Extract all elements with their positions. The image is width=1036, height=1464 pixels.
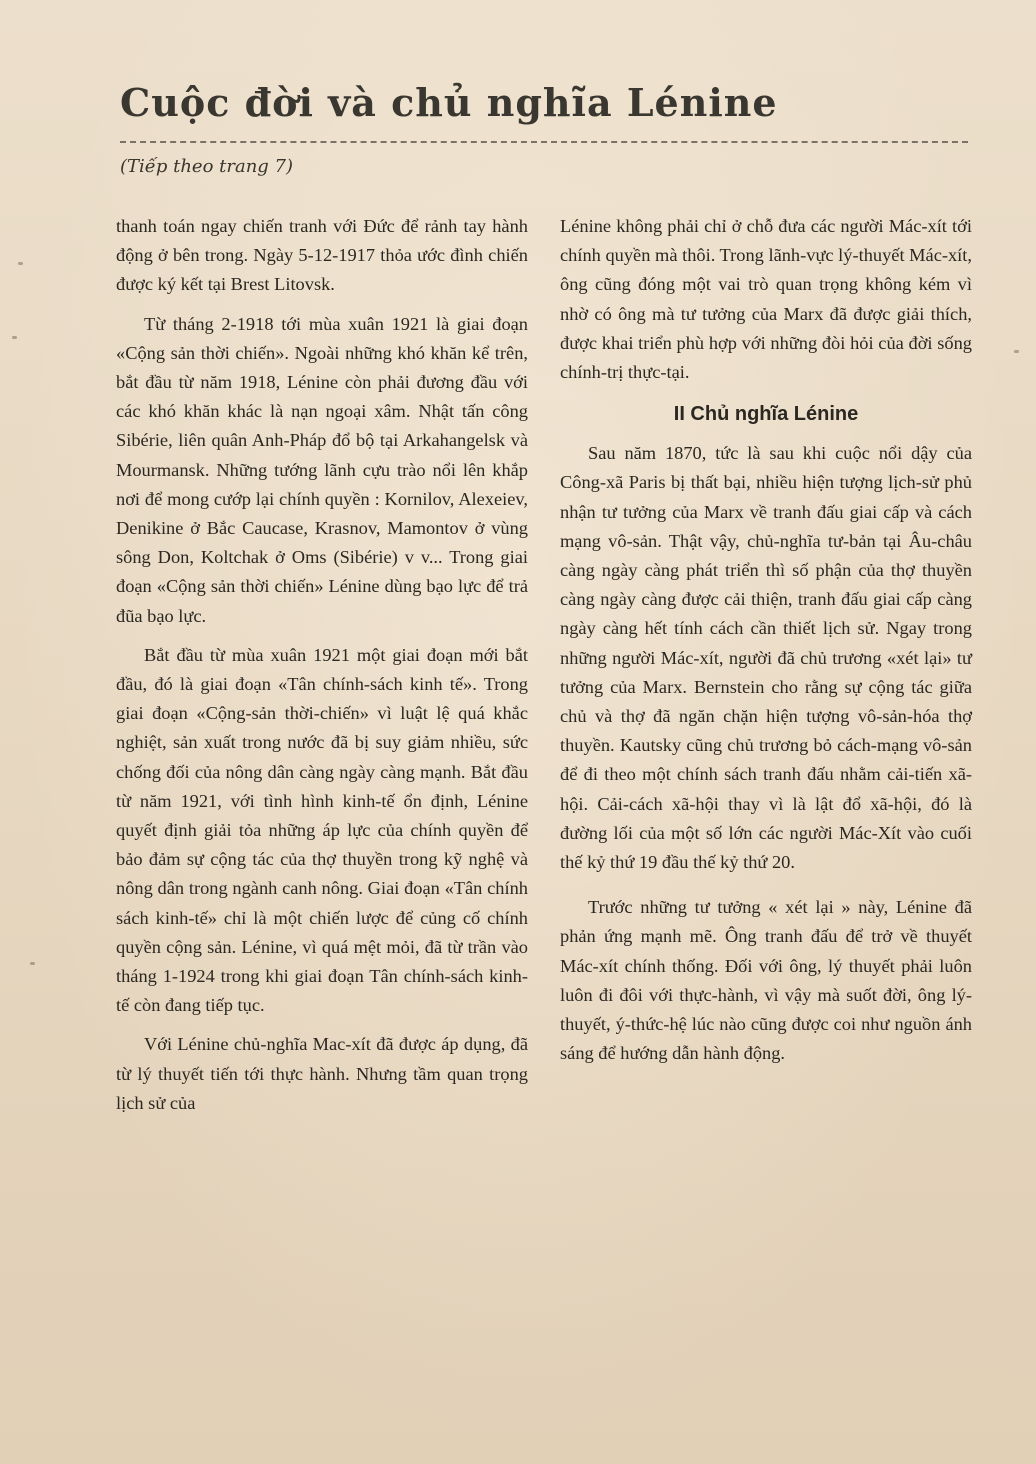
left-paragraph-4: Với Lénine chủ-nghĩa Mac-xít đã được áp dụng, đã từ lý thuyết tiến tới thực hành. Nhưng tầm quan trọng lịch sử của: [116, 1034, 528, 1113]
title-divider: [120, 141, 968, 143]
right-column: [560, 212, 972, 1068]
section-heading: II Chủ nghĩa Lénine: [673, 403, 859, 426]
paper-speck: [1014, 350, 1019, 353]
paper-speck: [30, 962, 35, 965]
left-column: [116, 212, 528, 1118]
left-paragraph-3: Bắt đầu từ mùa xuân 1921 một giai đoạn mới bắt đầu, đó là giai đoạn «Tân chính-sách kinh tế». Trong giai đoạn «Cộng-sản thời-chiến» vì luật lệ quá khắc nghiệt, sản xuất trong nước đã bị suy giảm nhiều, sức chống đối của nông dân càng ngày càng mạnh. Bắt đầu từ năm 1921, với tình hình kinh-tế ổn định, Lénine quyết định giải tỏa những áp lực của chính quyền để bảo đảm sự cộng tác của thợ thuyền trong kỹ nghệ và nông dân trong ngành canh nông. Giai đoạn «Tân chính sách kinh-tế» chỉ là một chiến lược để củng cố chính quyền cộng sản. Lénine, vì quá mệt mỏi, đã từ trần vào tháng 1-1924 trong khi giai đoạn Tân chính-sách kinh-tế còn đang tiếp tục.: [116, 644, 528, 1016]
paper-speck: [12, 336, 17, 339]
paper-speck: [18, 262, 23, 265]
article-title: Cuộc đời và chủ nghĩa Lénine: [120, 80, 778, 125]
left-paragraph-2: Từ tháng 2-1918 tới mùa xuân 1921 là giai đoạn «Cộng sản thời chiến». Ngoài những khó khăn kể trên, bắt đầu từ năm 1918, Lénine còn phải đương đầu với các khó khăn khác là nạn ngoại xâm. Nhật tấn công Sibérie, liên quân Anh-Pháp đổ bộ tại Arkahangelsk và Mourmansk. Những tướng lãnh cựu trào nổi lên khắp nơi để mong cướp lại chính quyền : Kornilov, Alexeiev, Denikine ở Bắc Caucase, Krasnov, Mamontov ở vùng sông Don, Koltchak ở Oms (Sibérie) v v... Trong giai đoạn «Cộng sản thời chiến» Lénine dùng bạo lực để trả đũa bạo lực.: [116, 313, 528, 626]
left-paragraph-1: thanh toán ngay chiến tranh với Đức để rảnh tay hành động ở bên trong. Ngày 5-12-1917 thỏa ước đình chiến được ký kết tại Brest Litovsk.: [116, 216, 528, 295]
right-paragraph-3: Trước những tư tưởng « xét lại » này, Lénine đã phản ứng mạnh mẽ. Ông tranh đấu để trở về thuyết Mác-xít chính thống. Đối với ông, lý thuyết phải luôn luôn đi đôi với thực-hành, vì vậy mà suốt đời, ông lý-thuyết, ý-thức-hệ lúc nào cũng được coi như nguồn ánh sáng để hướng dẫn hành động.: [560, 897, 972, 1064]
right-paragraph-1: Lénine không phải chỉ ở chỗ đưa các người Mác-xít tới chính quyền mà thôi. Trong lãnh-vực lý-thuyết Mác-xít, ông cũng đóng một vai trò quan trọng không kém vì nhờ có ông mà tư tưởng của Marx đã được giải thích, được khai triển phù hợp với những đòi hỏi của đời sống chính-trị thực-tại.: [560, 216, 972, 383]
right-paragraph-2: Sau năm 1870, tức là sau khi cuộc nổi dậy của Công-xã Paris bị thất bại, nhiều hiện tượng lịch-sử phủ nhận tư tưởng của Marx về tranh đấu giai cấp và cách mạng vô-sản. Thật vậy, chủ-nghĩa tư-bản tại Âu-châu càng ngày càng phát triển thì số phận của thợ thuyền càng ngày càng được cải thiện, tranh đấu giai cấp càng ngày càng hết tính cách cần thiết lịch sử. Ngay trong những người Mác-xít, người đã chủ trương «xét lại» tư tưởng của Marx. Bernstein cho rằng sự cộng tác giữa chủ và thợ đã ngăn chặn hiện tượng vô-sản-hóa thợ thuyền. Kautsky cũng chủ trương bỏ cách-mạng vô-sản để đi theo một chính sách tranh đấu nhằm cải-tiến xã-hội. Cải-cách xã-hội thay vì là lật đổ xã-hội, đó là đường lối của một số lớn các người Mác-Xít vào cuối thế kỷ thứ 19 đầu thế kỷ thứ 20.: [560, 443, 972, 873]
continuation-note: (Tiếp theo trang 7): [120, 156, 294, 177]
